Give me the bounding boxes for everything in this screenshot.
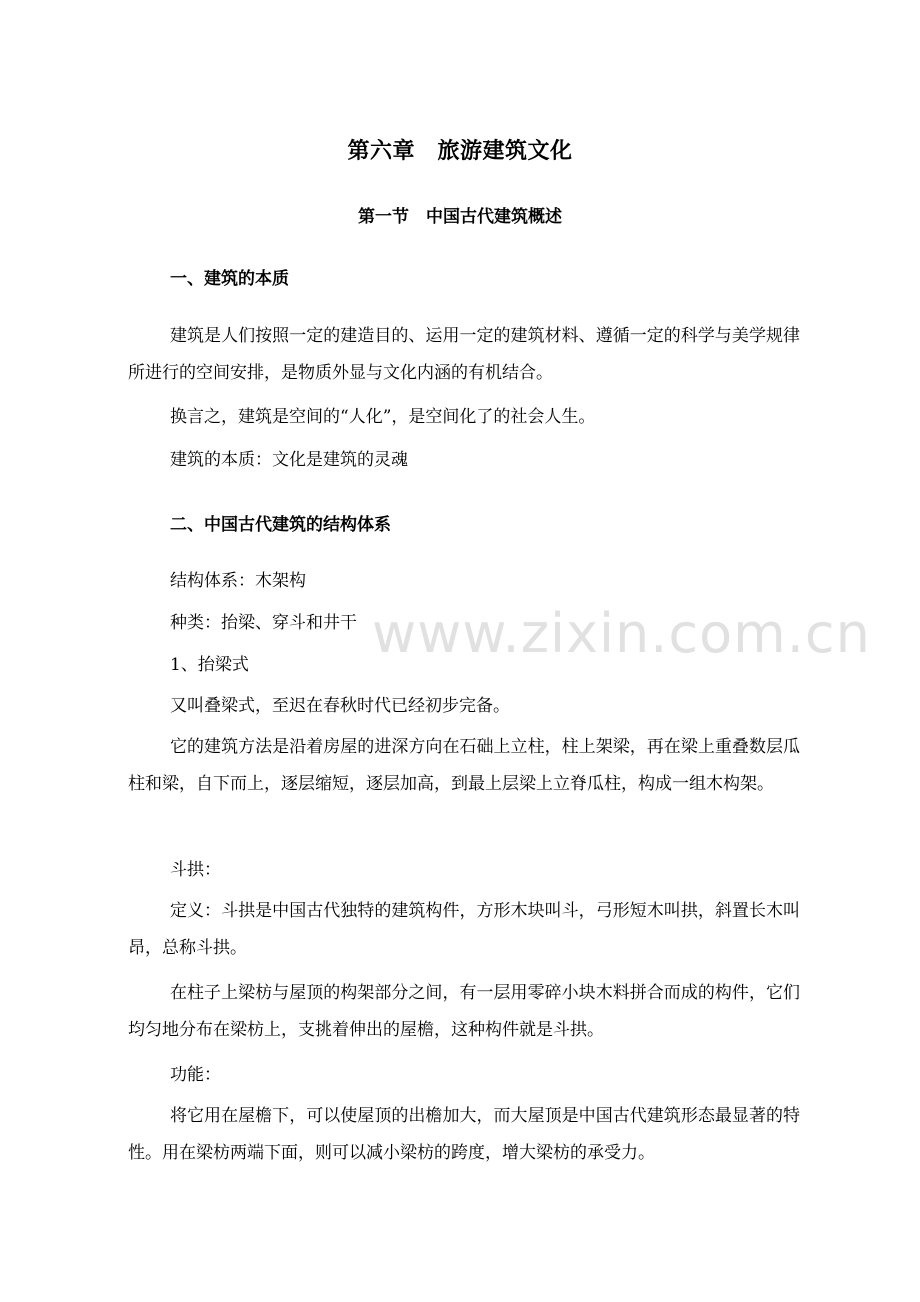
paragraph-essence: 建筑的本质：文化是建筑的灵魂	[170, 450, 408, 470]
paragraph-dougong-definition: 定义：斗拱是中国古代独特的建筑构件，方形木块叫斗，弓形短木叫拱，斜置长木叫昂，总称斗拱。	[128, 901, 800, 958]
paragraph-definition: 建筑是人们按照一定的建造目的、运用一定的建筑材料、遵循一定的科学与美学规律所进行的空间安排，是物质外显与文化内涵的有机结合。	[128, 326, 800, 383]
paragraph-tailiang-heading: 1、抬梁式	[170, 655, 249, 675]
heading-essence: 一、建筑的本质	[170, 269, 289, 289]
heading-structure-system: 二、中国古代建筑的结构体系	[170, 515, 391, 535]
watermark: www.zixin.com.cn	[372, 602, 871, 665]
paragraph-function-label: 功能：	[170, 1065, 221, 1085]
paragraph-dougong-description: 在柱子上梁枋与屋顶的构架部分之间，有一层用零碎小块木料拼合而成的构件，它们均匀地分布在梁枋上，支挑着伸出的屋檐，这种构件就是斗拱。	[128, 983, 800, 1040]
paragraph-dieliang: 又叫叠梁式，至迟在春秋时代已经初步完备。	[170, 696, 510, 716]
paragraph-function: 将它用在屋檐下，可以使屋顶的出檐加大，而大屋顶是中国古代建筑形态最显著的特性。用在梁枋两端下面，则可以减小梁枋的跨度，增大梁枋的承受力。	[128, 1106, 800, 1163]
paragraph-in-other-words: 换言之，建筑是空间的“人化”，是空间化了的社会人生。	[170, 407, 596, 427]
paragraph-construction-method: 它的建筑方法是沿着房屋的进深方向在石础上立柱，柱上架梁，再在梁上重叠数层瓜柱和梁，自下而上，逐层缩短，逐层加高，到最上层梁上立脊瓜柱，构成一组木构架。	[128, 737, 800, 794]
paragraph-types: 种类：抬梁、穿斗和井干	[170, 613, 357, 633]
section-title: 第一节 中国古代建筑概述	[358, 207, 562, 227]
chapter-title: 第六章 旅游建筑文化	[347, 138, 573, 164]
paragraph-dougong-label: 斗拱：	[170, 860, 221, 880]
paragraph-structure: 结构体系：木架构	[170, 571, 306, 591]
